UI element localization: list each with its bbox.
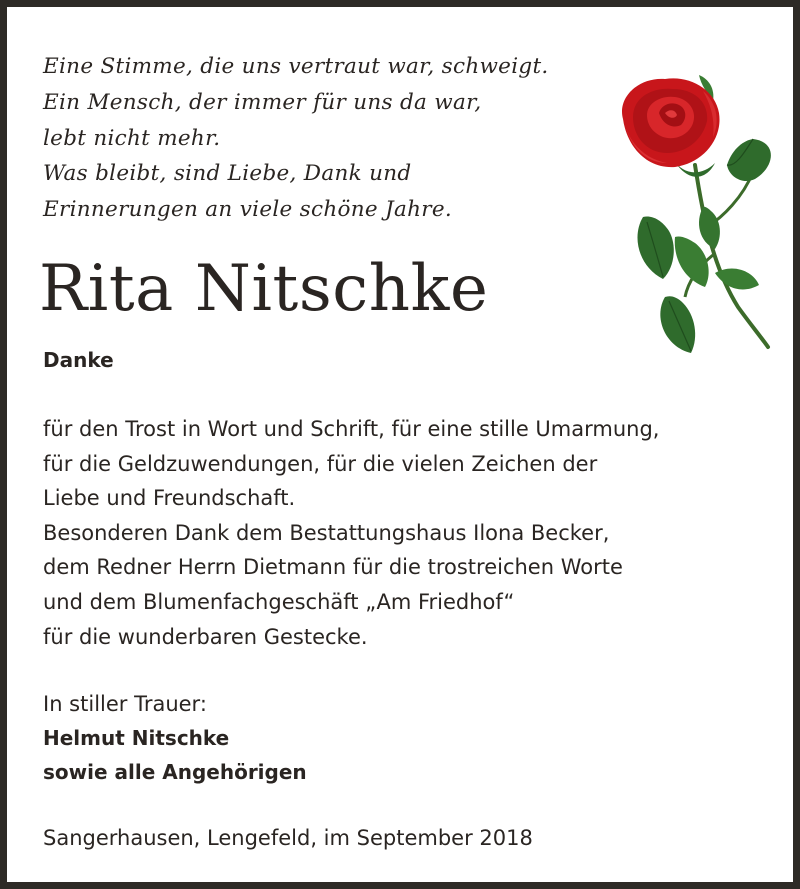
mourners-block xyxy=(43,687,307,789)
thanks-heading: Danke xyxy=(43,348,114,372)
poem-line: lebt nicht mehr. xyxy=(43,125,221,151)
mourner-name: Helmut Nitschke xyxy=(43,726,230,750)
poem-line: Erinnerungen an viele schöne Jahre. xyxy=(43,197,452,223)
body-line: für die wunderbaren Gestecke. xyxy=(43,624,368,649)
mourner-name: sowie alle Angehörigen xyxy=(43,760,307,784)
body-line: und dem Blumenfachgeschäft „Am Friedhof“ xyxy=(43,589,515,614)
place-date: Sangerhausen, Lengefeld, im September 2018 xyxy=(43,826,533,850)
deceased-name: Rita Nitschke xyxy=(39,252,489,326)
poem xyxy=(43,49,549,228)
poem-line: Ein Mensch, der immer für uns da war, xyxy=(43,89,482,115)
body-line: dem Redner Herrn Dietmann für die trostreichen Worte xyxy=(43,555,623,580)
body-line: Besonderen Dank dem Bestattungshaus Ilona Becker, xyxy=(43,520,610,545)
mourning-intro: In stiller Trauer: xyxy=(43,692,207,716)
rose-icon xyxy=(603,67,783,367)
thanks-body xyxy=(43,412,659,654)
body-line: für den Trost in Wort und Schrift, für eine stille Umarmung, xyxy=(43,417,660,441)
poem-line: Was bleibt, sind Liebe, Dank und xyxy=(43,161,412,187)
poem-line: Eine Stimme, die uns vertraut war, schweigt. xyxy=(43,54,549,79)
body-line: für die Geldzuwendungen, für die vielen Zeichen der xyxy=(43,451,598,476)
body-line: Liebe und Freundschaft. xyxy=(43,486,296,511)
